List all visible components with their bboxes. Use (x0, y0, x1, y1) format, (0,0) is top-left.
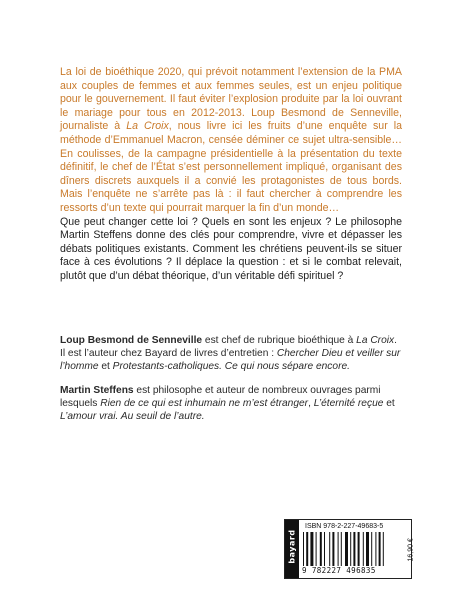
bio-loup-italic-2: Chercher Dieu et veiller sur l’homme (60, 348, 401, 373)
isbn-label: ISBN 978-2-227-49683-5 (305, 523, 384, 530)
barcode-bar (341, 532, 342, 566)
barcode-bar (329, 532, 330, 566)
price-label: 16,90 € (407, 538, 415, 562)
barcode-bar (371, 532, 372, 566)
bio-loup (60, 334, 402, 374)
bio-martin-text-3: et (383, 397, 395, 409)
author-bios (60, 334, 402, 433)
barcode-bar (306, 532, 308, 566)
bio-martin-italic-2: L’éternité reçue (313, 397, 384, 409)
bio-loup-name: Loup Besmond de Senneville (60, 335, 203, 346)
ean-digits: 9 782227 496835 (302, 566, 376, 575)
barcode-bar (350, 532, 351, 566)
barcode-bar (363, 532, 364, 566)
blurb-orange-paragraph (60, 66, 402, 216)
bio-martin-name: Martin Steffens (60, 384, 134, 396)
barcode-bar (345, 532, 348, 566)
bio-martin-text-1: est philosophe et auteur de nombreux ouvrages parmi lesquels (60, 384, 381, 409)
bio-loup-italic-1: La Croix (356, 335, 395, 346)
bio-loup-italic-3: Protestants-catholiques. Ce qui nous sépare encore. (112, 361, 350, 373)
barcode-bar (303, 532, 304, 566)
blurb-black-paragraph: Que peut changer cette loi ? Quels en sont les enjeux ? Le philosophe Martin Steffens donne des clés pour comprendre, vivre et dépasser les débats politiques existants. Comment les chrétiens peuvent-ils se situer face à ces évolutions ? Il déplace la question : et si le combat relevait, plutôt que d’un débat théorique, d’un véritable défi spirituel ? (60, 215, 402, 282)
book-blurb (60, 66, 402, 284)
barcode-bar (310, 532, 313, 566)
bio-loup-text-3: et (98, 361, 113, 373)
barcode-bar (316, 532, 317, 566)
barcode-bar (320, 532, 322, 566)
blurb-orange-text: La loi de bioéthique 2020, qui prévoit notamment l’extension de la PMA aux couples de femmes et aux femmes seules, est un enjeu politique pour le gouvernement. Il faut éviter l’explosion produite par la loi ouvrant le mariage pour tous en 2012-2013. Loup Besmond de Senneville, journaliste à (60, 66, 402, 133)
barcode-box (284, 519, 415, 579)
publisher-logo (285, 520, 299, 578)
barcode-bar (366, 532, 369, 566)
barcode-bar (332, 532, 334, 566)
barcode-bar (338, 532, 339, 566)
barcode-bar (324, 532, 325, 566)
blurb-orange-italic: La Croix (126, 120, 169, 133)
barcode-bar (379, 532, 381, 566)
bio-martin-italic-1: Rien de ce qui est inhumain ne m’est étranger (100, 397, 309, 409)
blurb-orange-text-2: , nous livre ici les fruits d’une enquête sur la méthode d’Emmanuel Macron, censée déminer ce sujet ultra-sensible… En coulisses, de la campagne présidentielle à la présentation du texte définitif, le chef de l’État s’est personnellement impliqué, organisant des dîners discrets auxquels il a convié les protagonistes de tous bords. Mais l’enquête ne s’arrête pas là : il faut chercher à comprendre les ressorts d’un texte qui pourrait marquer la fin d’un monde… (60, 120, 402, 214)
barcode-bar (383, 532, 384, 566)
bio-martin-text-2: , (308, 397, 314, 409)
barcode-bar (375, 532, 376, 566)
bio-loup-text-2: . Il est l’auteur chez Bayard de livres d’entretien : (60, 335, 397, 360)
publisher-logo-text: bayard (287, 529, 297, 564)
bio-martin-italic-3: L’amour vrai. Au seuil de l’autre. (60, 411, 205, 423)
bio-loup-text-1: est chef de rubrique bioéthique à (202, 335, 357, 346)
barcode-bars-icon (303, 532, 389, 566)
barcode-bar (353, 532, 355, 566)
barcode-bar (358, 532, 360, 566)
bio-martin (60, 384, 402, 424)
